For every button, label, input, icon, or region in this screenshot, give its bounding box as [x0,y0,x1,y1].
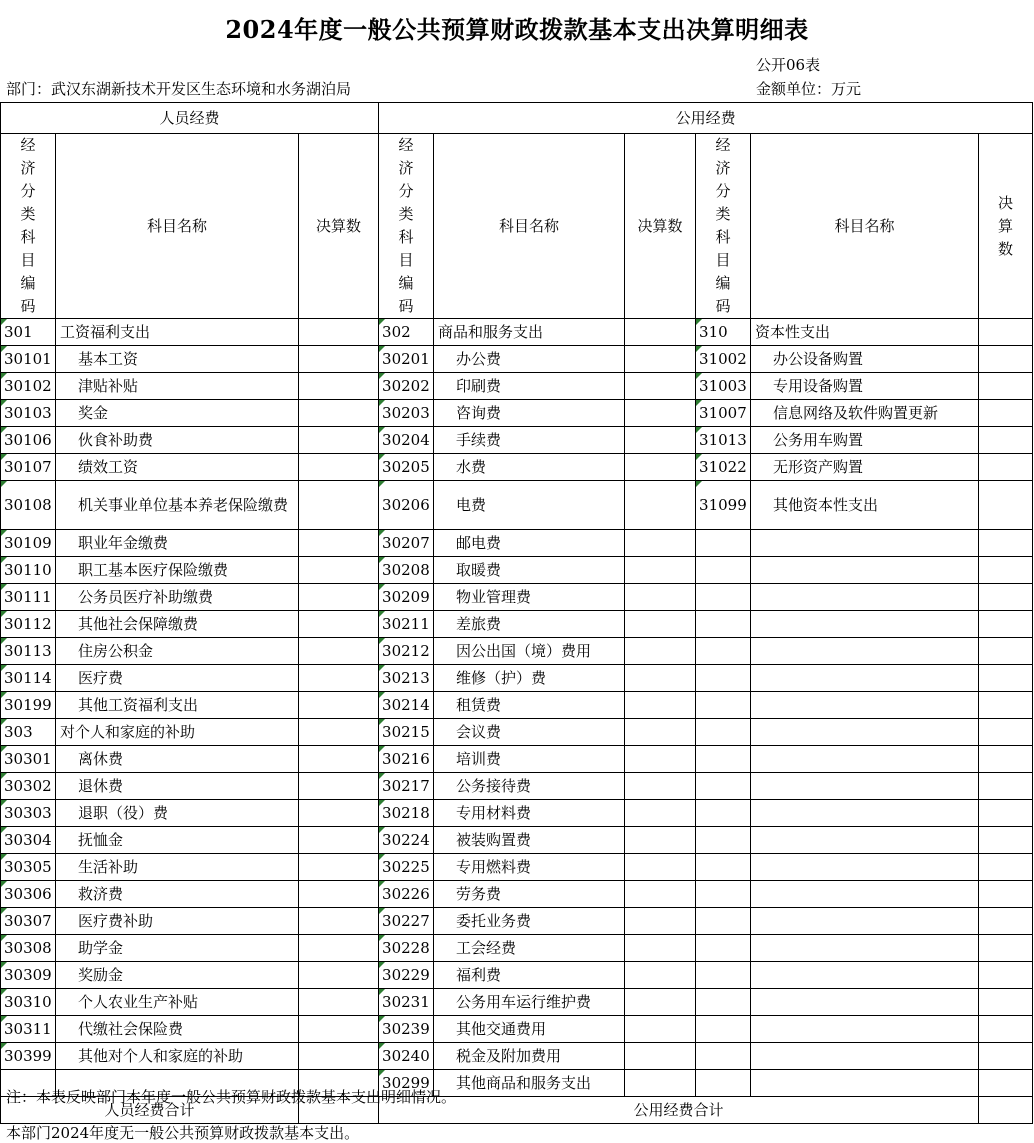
table-row [1,319,1033,346]
note-line: 注：本表反映部门本年度一般公共预算财政拨款基本支出明细情况。 [6,1088,457,1106]
amount-cell [625,746,696,773]
amount-cell [299,665,379,692]
table-row [1,854,1033,881]
econ-code-cell: 30207 [379,530,434,557]
subject-name-cell [751,557,979,584]
amount-cell [625,1070,696,1097]
subject-name-cell [751,854,979,881]
table-row [1,908,1033,935]
subject-name-cell: 其他商品和服务支出 [434,1070,625,1097]
subject-name-cell: 物业管理费 [434,584,625,611]
subject-name-cell [751,746,979,773]
econ-code-cell: 30208 [379,557,434,584]
subject-name-cell: 手续费 [434,427,625,454]
econ-code-cell: 30108 [1,481,56,530]
econ-code-cell: 30307 [1,908,56,935]
subject-name-cell: 租赁费 [434,692,625,719]
subject-name-cell [751,611,979,638]
econ-code-cell: 30301 [1,746,56,773]
subject-name-cell: 维修（护）费 [434,665,625,692]
amount-cell [299,962,379,989]
subject-name-cell: 代缴社会保险费 [56,1016,299,1043]
econ-code-cell: 30107 [1,454,56,481]
subject-name-cell: 公务员医疗补助缴费 [56,584,299,611]
econ-code-cell: 30202 [379,373,434,400]
econ-code-cell: 30209 [379,584,434,611]
subject-name-cell [751,719,979,746]
econ-code-cell: 30218 [379,800,434,827]
econ-code-cell [696,665,751,692]
amount-cell [979,665,1033,692]
subject-name-cell [751,908,979,935]
econ-code-cell [696,557,751,584]
amount-cell [979,719,1033,746]
table-row [1,1043,1033,1070]
subject-name-cell: 办公设备购置 [751,346,979,373]
econ-code-cell: 30305 [1,854,56,881]
subject-name-cell: 住房公积金 [56,638,299,665]
amount-cell [979,692,1033,719]
amount-cell [625,557,696,584]
subject-name-cell: 基本工资 [56,346,299,373]
amount-cell [979,1070,1033,1097]
subject-name-cell [751,530,979,557]
amount-cell [299,427,379,454]
econ-code-cell: 30399 [1,1043,56,1070]
table-row [1,1016,1033,1043]
subject-name-cell: 专用设备购置 [751,373,979,400]
econ-code-cell [696,1070,751,1097]
amount-cell [979,989,1033,1016]
amount-cell [299,1016,379,1043]
amount-cell [979,638,1033,665]
table-row [1,746,1033,773]
table-row [1,989,1033,1016]
subject-name-cell [751,665,979,692]
personnel-group-header: 人员经费 [1,103,379,134]
amount-cell [625,611,696,638]
amount-cell [299,719,379,746]
table-row [1,373,1033,400]
subject-name-cell: 生活补助 [56,854,299,881]
subject-name-cell: 职工基本医疗保险缴费 [56,557,299,584]
table-row [1,800,1033,827]
amount-cell [979,1016,1033,1043]
subject-name-cell [751,1070,979,1097]
subject-name-cell: 委托业务费 [434,908,625,935]
econ-code-cell: 31002 [696,346,751,373]
subject-name-cell [751,773,979,800]
amount-cell [979,319,1033,346]
subject-name-cell: 公务用车购置 [751,427,979,454]
table-row [1,935,1033,962]
amount-cell [299,827,379,854]
table-row [1,692,1033,719]
econ-code-cell [696,962,751,989]
econ-code-cell [696,584,751,611]
amount-cell [979,935,1033,962]
econ-code-cell [696,827,751,854]
econ-code-cell: 30227 [379,908,434,935]
econ-code-cell: 30216 [379,746,434,773]
amount-cell [979,881,1033,908]
econ-code-cell: 30239 [379,1016,434,1043]
econ-code-cell: 30213 [379,665,434,692]
subject-name-cell: 奖金 [56,400,299,427]
econ-code-cell: 302 [379,319,434,346]
subject-name-cell: 退休费 [56,773,299,800]
subject-name-cell: 工会经费 [434,935,625,962]
group-header-row [1,103,1033,134]
econ-code-cell: 30311 [1,1016,56,1043]
amount-cell [625,427,696,454]
subject-name-cell: 其他资本性支出 [751,481,979,530]
amount-cell [979,530,1033,557]
econ-code-cell: 30310 [1,989,56,1016]
department-label: 部门：武汉东湖新技术开发区生态环境和水务湖泊局 [6,80,352,98]
subject-name-cell: 职业年金缴费 [56,530,299,557]
subject-name-cell: 被装购置费 [434,827,625,854]
econ-code-cell: 30212 [379,638,434,665]
form-number: 公开06表 [756,56,821,74]
econ-code-cell: 30205 [379,454,434,481]
name-header: 科目名称 [751,134,979,319]
subject-name-cell: 办公费 [434,346,625,373]
subject-name-cell: 其他对个人和家庭的补助 [56,1043,299,1070]
subject-name-cell [751,881,979,908]
amount-cell [299,908,379,935]
table-row [1,962,1033,989]
amount-cell [979,373,1033,400]
expenditure-detail-table [0,102,1033,1124]
amount-cell [979,557,1033,584]
table-row [1,638,1033,665]
subject-name-cell: 离休费 [56,746,299,773]
amount-cell [979,773,1033,800]
econ-code-cell [696,692,751,719]
econ-code-cell [696,1043,751,1070]
subject-name-cell: 个人农业生产补贴 [56,989,299,1016]
econ-code-cell [696,989,751,1016]
econ-code-cell [696,773,751,800]
amount-cell [299,584,379,611]
amount-cell [625,881,696,908]
econ-code-cell: 31013 [696,427,751,454]
amount-cell [979,481,1033,530]
amount-cell [625,481,696,530]
subject-name-cell: 绩效工资 [56,454,299,481]
subject-name-cell: 电费 [434,481,625,530]
subject-name-cell: 助学金 [56,935,299,962]
econ-code-cell [696,746,751,773]
amount-cell [299,373,379,400]
econ-code-cell: 30308 [1,935,56,962]
table-row [1,530,1033,557]
econ-code-cell [696,854,751,881]
econ-code-cell [696,881,751,908]
amount-cell [625,827,696,854]
amount-cell [299,989,379,1016]
amount-cell [979,584,1033,611]
econ-code-cell: 30240 [379,1043,434,1070]
amount-cell [625,454,696,481]
econ-code-cell: 30228 [379,935,434,962]
econ-code-cell: 310 [696,319,751,346]
econ-code-cell: 30109 [1,530,56,557]
econ-code-cell: 30114 [1,665,56,692]
econ-code-cell: 30102 [1,373,56,400]
econ-code-cell [696,530,751,557]
table-row [1,719,1033,746]
econ-code-cell: 30101 [1,346,56,373]
amount-cell [625,800,696,827]
econ-code-cell: 30229 [379,962,434,989]
amount-cell [625,400,696,427]
subject-name-cell: 咨询费 [434,400,625,427]
amount-cell [625,854,696,881]
subject-name-cell: 专用燃料费 [434,854,625,881]
amount-cell [625,962,696,989]
subject-name-cell: 抚恤金 [56,827,299,854]
subject-name-cell: 劳务费 [434,881,625,908]
amount-cell [299,746,379,773]
econ-code-cell: 30304 [1,827,56,854]
econ-code-cell: 303 [1,719,56,746]
amount-cell [979,962,1033,989]
econ-code-cell [696,908,751,935]
code-header: 经济分类科目编码 [696,134,751,319]
subject-name-cell: 信息网络及软件购置更新 [751,400,979,427]
amount-cell [979,346,1033,373]
econ-code-cell: 30306 [1,881,56,908]
amount-cell [299,692,379,719]
table-row [1,827,1033,854]
amount-cell [979,854,1033,881]
econ-code-cell: 301 [1,319,56,346]
amount-cell [625,719,696,746]
amount-header: 决算数 [299,134,379,319]
econ-code-cell: 30214 [379,692,434,719]
subject-name-cell: 税金及附加费用 [434,1043,625,1070]
amount-cell [625,373,696,400]
subject-name-cell: 邮电费 [434,530,625,557]
subject-name-cell: 福利费 [434,962,625,989]
amount-cell [299,346,379,373]
amount-cell [625,989,696,1016]
econ-code-cell: 30309 [1,962,56,989]
econ-code-cell: 30199 [1,692,56,719]
econ-code-cell: 30231 [379,989,434,1016]
amount-cell [625,773,696,800]
amount-cell [299,319,379,346]
amount-cell [979,427,1033,454]
econ-code-cell: 30217 [379,773,434,800]
econ-code-cell [696,638,751,665]
econ-code-cell: 30113 [1,638,56,665]
amount-cell [299,881,379,908]
amount-cell [299,400,379,427]
econ-code-cell: 31022 [696,454,751,481]
econ-code-cell: 30206 [379,481,434,530]
econ-code-cell: 30225 [379,854,434,881]
subject-name-cell: 商品和服务支出 [434,319,625,346]
econ-code-cell: 30203 [379,400,434,427]
subject-name-cell: 伙食补助费 [56,427,299,454]
subject-name-cell: 因公出国（境）费用 [434,638,625,665]
econ-code-cell: 30302 [1,773,56,800]
amount-cell [979,908,1033,935]
econ-code-cell: 30201 [379,346,434,373]
subject-name-cell: 其他社会保障缴费 [56,611,299,638]
amount-cell [299,854,379,881]
amount-cell [979,800,1033,827]
econ-code-cell: 31007 [696,400,751,427]
note-line: 本部门2024年度无一般公共预算财政拨款基本支出。 [6,1124,360,1142]
subject-name-cell [751,989,979,1016]
page-title: 2024年度一般公共预算财政拨款基本支出决算明细表 [225,15,809,44]
public-total-amount [979,1097,1033,1124]
code-header: 经济分类科目编码 [379,134,434,319]
econ-code-cell: 30204 [379,427,434,454]
econ-code-cell: 30103 [1,400,56,427]
subject-name-cell: 公务用车运行维护费 [434,989,625,1016]
amount-cell [625,584,696,611]
subject-name-cell: 其他交通费用 [434,1016,625,1043]
amount-cell [299,773,379,800]
amount-cell [625,638,696,665]
econ-code-cell: 30211 [379,611,434,638]
personnel-total-label: 人员经费合计 [1,1097,299,1124]
amount-cell [625,908,696,935]
amount-cell [299,454,379,481]
public-total-label: 公用经费合计 [379,1097,979,1124]
amount-cell [979,611,1033,638]
amount-cell [979,827,1033,854]
amount-header: 决算数 [979,134,1033,319]
subject-name-cell: 医疗费 [56,665,299,692]
subject-name-cell: 专用材料费 [434,800,625,827]
subject-name-cell [751,827,979,854]
amount-cell [299,481,379,530]
amount-cell [299,611,379,638]
econ-code-cell: 30110 [1,557,56,584]
name-header: 科目名称 [434,134,625,319]
amount-cell [625,1016,696,1043]
amount-cell [299,935,379,962]
subject-name-cell: 其他工资福利支出 [56,692,299,719]
subject-name-cell [751,584,979,611]
subject-name-cell: 奖励金 [56,962,299,989]
subject-name-cell: 印刷费 [434,373,625,400]
amount-cell [299,557,379,584]
subject-name-cell: 医疗费补助 [56,908,299,935]
amount-cell [625,1043,696,1070]
econ-code-cell: 30215 [379,719,434,746]
code-header: 经济分类科目编码 [1,134,56,319]
econ-code-cell [696,611,751,638]
amount-cell [299,800,379,827]
econ-code-cell: 30226 [379,881,434,908]
amount-cell [979,454,1033,481]
subject-name-cell: 无形资产购置 [751,454,979,481]
table-row [1,611,1033,638]
econ-code-cell [696,935,751,962]
amount-unit-label: 金额单位：万元 [756,80,862,98]
econ-code-cell: 31003 [696,373,751,400]
public-group-header: 公用经费 [379,103,1033,134]
table-row [1,584,1033,611]
table-row [1,427,1033,454]
subject-name-cell: 公务接待费 [434,773,625,800]
table-row [1,400,1033,427]
econ-code-cell: 30112 [1,611,56,638]
subject-name-cell [751,692,979,719]
subject-name-cell [751,962,979,989]
amount-cell [979,400,1033,427]
amount-cell [979,1043,1033,1070]
subject-name-cell: 机关事业单位基本养老保险缴费 [56,481,299,530]
amount-cell [625,692,696,719]
econ-code-cell: 31099 [696,481,751,530]
table-row [1,665,1033,692]
amount-cell [299,638,379,665]
subject-name-cell: 救济费 [56,881,299,908]
econ-code-cell [696,1016,751,1043]
subject-name-cell: 培训费 [434,746,625,773]
subject-name-cell: 会议费 [434,719,625,746]
subject-name-cell [751,1016,979,1043]
econ-code-cell [696,719,751,746]
econ-code-cell: 30106 [1,427,56,454]
econ-code-cell: 30224 [379,827,434,854]
econ-code-cell: 30299 [379,1070,434,1097]
table-row [1,557,1033,584]
amount-cell [625,346,696,373]
subject-name-cell: 取暖费 [434,557,625,584]
table-row [1,481,1033,530]
amount-cell [299,1043,379,1070]
subject-name-cell: 退职（役）费 [56,800,299,827]
econ-code-cell: 30303 [1,800,56,827]
subject-name-cell [751,1043,979,1070]
amount-header: 决算数 [625,134,696,319]
amount-cell [979,746,1033,773]
subject-name-cell: 对个人和家庭的补助 [56,719,299,746]
table-row [1,881,1033,908]
table-row [1,773,1033,800]
column-header-row [1,134,1033,319]
amount-cell [625,665,696,692]
subject-name-cell: 水费 [434,454,625,481]
name-header: 科目名称 [56,134,299,319]
amount-cell [625,935,696,962]
subject-name-cell [751,800,979,827]
subject-name-cell: 津贴补贴 [56,373,299,400]
subject-name-cell: 工资福利支出 [56,319,299,346]
subject-name-cell [751,935,979,962]
amount-cell [625,319,696,346]
econ-code-cell: 30111 [1,584,56,611]
subject-name-cell: 资本性支出 [751,319,979,346]
subject-name-cell [751,638,979,665]
subject-name-cell: 差旅费 [434,611,625,638]
amount-cell [299,530,379,557]
econ-code-cell [696,800,751,827]
table-row [1,346,1033,373]
amount-cell [625,530,696,557]
table-row [1,454,1033,481]
